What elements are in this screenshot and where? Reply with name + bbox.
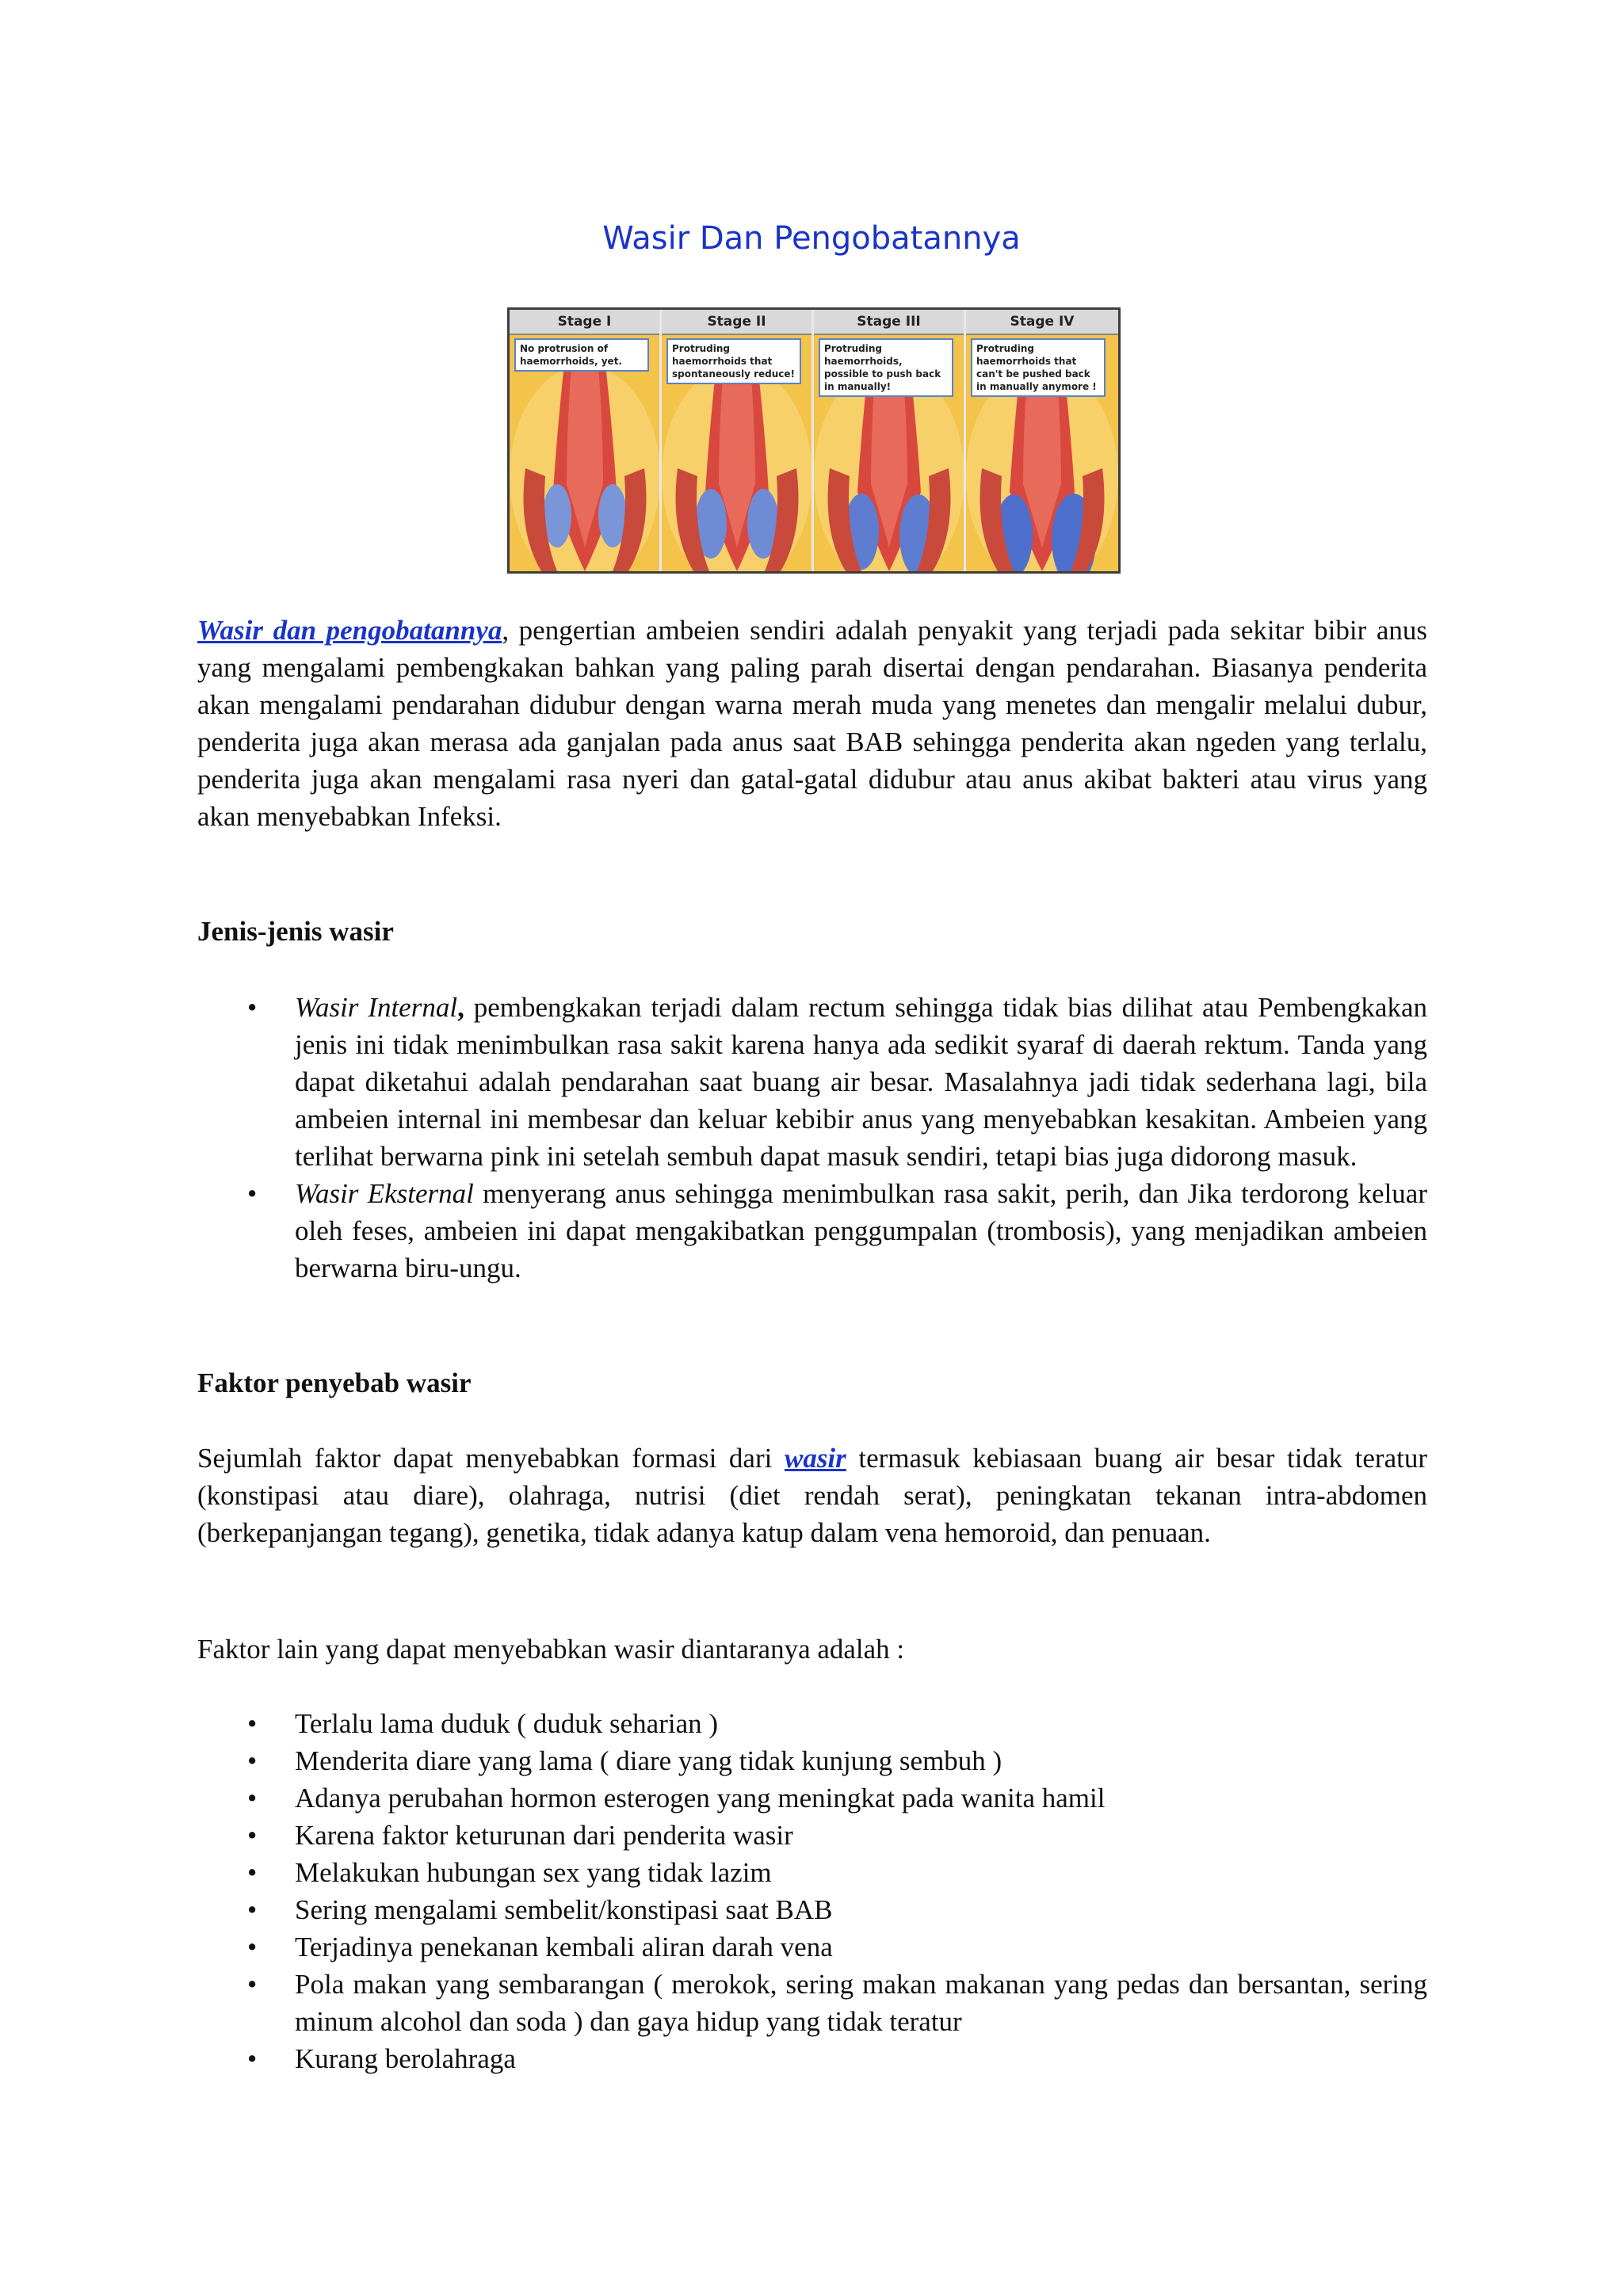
stage-panel-2 [662, 310, 812, 571]
list-text: Melakukan hubungan sex yang tidak lazim [295, 1857, 772, 1888]
factors-list [197, 1705, 1427, 2077]
bullet-icon: • [247, 1969, 258, 2000]
bullet-icon: • [247, 1932, 258, 1962]
list-item [197, 1928, 1427, 1966]
list-term: Wasir Internal [295, 992, 458, 1023]
list-item [197, 1966, 1427, 2040]
stage-2-note: Protruding haemorrhoids that spontaneously reduce! [666, 338, 801, 384]
list-item [197, 1891, 1427, 1928]
stage-2-header: Stage II [662, 310, 812, 335]
list-item [197, 1705, 1427, 1742]
bullet-icon: • [247, 1894, 258, 1925]
stage-panel-1 [510, 310, 659, 571]
section-heading-types: Jenis-jenis wasir [197, 916, 394, 947]
page-title: Wasir Dan Pengobatannya [602, 220, 1021, 257]
other-factors-intro: Faktor lain yang dapat menyebabkan wasir diantaranya adalah : [197, 1634, 905, 1665]
bullet-icon: • [247, 1783, 258, 1814]
list-text: Terlalu lama duduk ( duduk seharian ) [295, 1708, 719, 1739]
bullet-icon: • [247, 1820, 258, 1851]
stage-1-header: Stage I [510, 310, 659, 335]
stage-3-header: Stage III [814, 310, 964, 335]
stage-3-note: Protruding haemorrhoids, possible to push back in manually! [819, 338, 953, 397]
list-term: Wasir Eksternal [295, 1178, 474, 1209]
intro-paragraph [197, 612, 1427, 835]
list-text: Menderita diare yang lama ( diare yang tidak kunjung sembuh ) [295, 1745, 1002, 1776]
haemorrhoid-stages-figure [507, 307, 1121, 574]
list-text: Adanya perubahan hormon esterogen yang meningkat pada wanita hamil [295, 1783, 1106, 1814]
list-text: pembengkakan terjadi dalam rectum sehingga tidak bias dilihat atau Pembengkakan jenis ini tidak menimbulkan rasa sakit karena hanya ada sedikit syaraf di daerah rektum. Tanda yang dapat diketahui adalah pendarahan saat buang air besar. Masalahnya jadi tidak sederhana lagi, bila ambeien internal ini membesar dan keluar kebibir anus yang menyebabkan kesakitan. Ambeien yang terlihat berwarna pink ini setelah sembuh dapat masuk sendiri, tetapi bias juga didorong masuk. [295, 992, 1427, 1172]
bullet-icon: • [247, 1178, 258, 1209]
list-item [197, 1175, 1427, 1287]
list-item [197, 1817, 1427, 1854]
list-item [197, 1779, 1427, 1817]
list-text: Pola makan yang sembarangan ( merokok, sering makan makanan yang pedas dan bersantan, sering minum alcohol dan soda ) dan gaya hidup yang tidak teratur [295, 1969, 1427, 2037]
list-item [197, 1742, 1427, 1779]
bullet-icon: • [247, 1708, 258, 1739]
bullet-icon: • [247, 992, 258, 1023]
list-item [197, 989, 1427, 1175]
intro-text: , pengertian ambeien sendiri adalah penyakit yang terjadi pada sekitar bibir anus yang mengalami pembengkakan bahkan yang paling parah disertai dengan pendarahan. Biasanya penderita akan mengalami pendarahan didubur dengan warna merah muda yang menetes dan mengalir melalui dubur, penderita juga akan merasa ada ganjalan pada anus saat BAB sehingga penderita akan ngeden yang terlalu, penderita juga akan mengalami rasa nyeri dan gatal-gatal didubur atau anus akibat bakteri atau virus yang akan menyebabkan Infeksi. [197, 615, 1427, 832]
stage-panel-4 [966, 310, 1118, 571]
list-item [197, 2040, 1427, 2077]
list-text: Terjadinya penekanan kembali aliran darah vena [295, 1932, 833, 1962]
stage-1-note: No protrusion of haemorrhoids, yet. [514, 338, 649, 372]
list-text: menyerang anus sehingga menimbulkan rasa sakit, perih, dan Jika terdorong keluar oleh feses, ambeien ini dapat mengakibatkan penggumpalan (trombosis), yang menjadikan ambeien berwarna biru-ungu. [295, 1178, 1427, 1283]
intro-link[interactable]: Wasir dan pengobatannya [197, 615, 502, 646]
bullet-icon: • [247, 1857, 258, 1888]
causes-text-before: Sejumlah faktor dapat menyebabkan formasi dari [197, 1443, 785, 1474]
causes-text-after: termasuk kebiasaan buang air besar tidak teratur (konstipasi atau diare), olahraga, nutrisi (diet rendah serat), peningkatan tekanan intra-abdomen (berkepanjangan tegang), genetika, tidak adanya katup dalam vena hemoroid, dan penuaan. [197, 1443, 1427, 1548]
stage-panel-3 [814, 310, 964, 571]
list-text: Kurang berolahraga [295, 2043, 516, 2074]
wasir-link[interactable]: wasir [784, 1443, 846, 1474]
stage-4-note: Protruding haemorrhoids that can't be pushed back in manually anymore ! [971, 338, 1106, 397]
bullet-icon: • [247, 1745, 258, 1776]
stage-4-header: Stage IV [966, 310, 1118, 335]
list-text: Sering mengalami sembelit/konstipasi saat BAB [295, 1894, 833, 1925]
list-item [197, 1854, 1427, 1891]
causes-paragraph [197, 1440, 1427, 1551]
section-heading-causes: Faktor penyebab wasir [197, 1367, 472, 1398]
list-text: Karena faktor keturunan dari penderita wasir [295, 1820, 793, 1851]
types-list [197, 989, 1427, 1287]
bullet-icon: • [247, 2043, 258, 2074]
list-term-suffix: , [457, 992, 464, 1023]
